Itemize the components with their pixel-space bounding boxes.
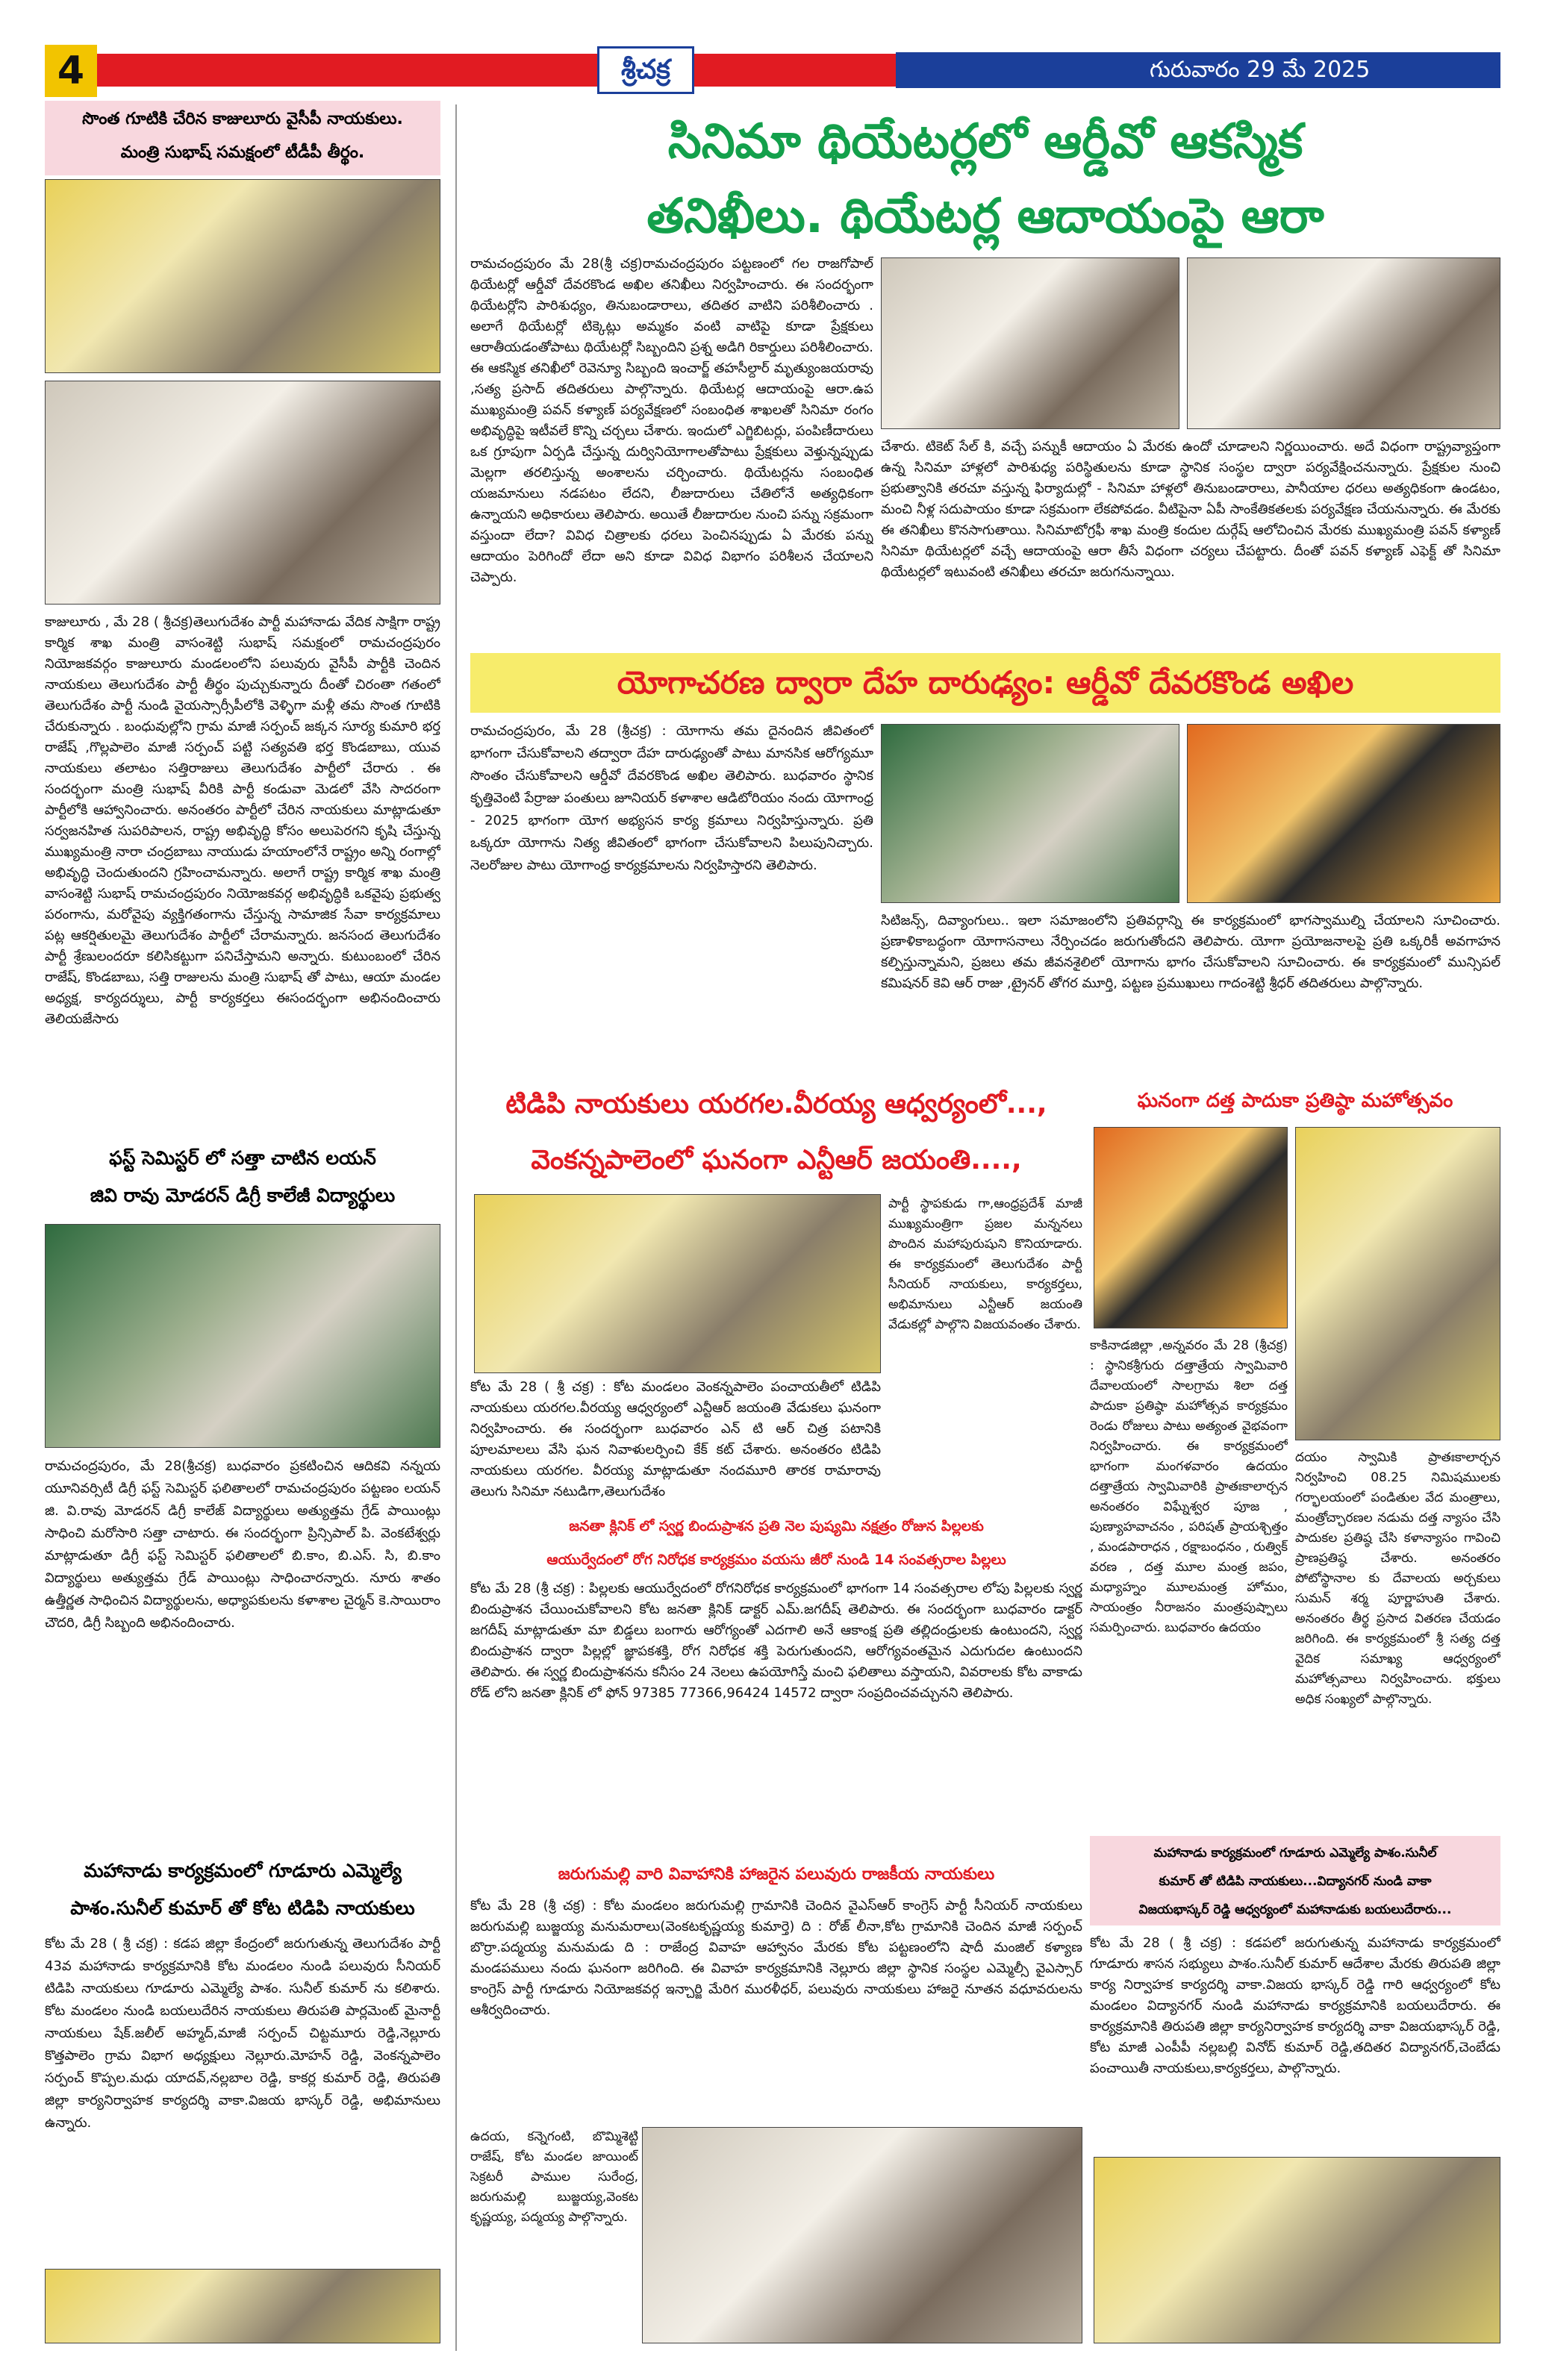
- newspaper-logo: శ్రీచక్ర: [597, 46, 694, 94]
- yoga-body-left: రామచంద్రపురం, మే 28 (శ్రీచక్ర) : యోగాను తమ దైనందిన జీవితంలో భాగంగా చేసుకోవాలని తద్వారా దేహ దారుఢ్యంతో పాటు మానసిక ఆరోగ్యమూ సొంతం చేసుకోవాలని ఆర్డీవో దేవరకొండ అఖిల తెలిపారు. బుధవారం స్థానిక కృత్తివెంటి పేర్రాజు పంతులు జూనియర్ కళాశాల ఆడిటోరియం నందు యోగాంధ్ర - 2025 భాగంగా యోగ అభ్యసన కార్య క్రమాలు నిర్వహిస్తున్నారు. ప్రతి ఒక్కరూ యోగాను నిత్య జీవితంలో భాగంగా చేసుకోవాలని పిలుపునిచ్చారు. నెలరోజుల పాటు యోగాంధ్ర కార్యక్రమాలను నిర్వహిస్తారని తెలిపారు.: [470, 723, 873, 873]
- datta-body-left: కాకినాడజిల్లా ,అన్నవరం మే 28 (శ్రీచక్ర) : స్థానికశ్రీగురు దత్తాత్రేయ స్వామివారి దేవాలయంలో సాలగ్రామ శిలా దత్త పాదుకా ప్రతిష్ఠా మహోత్సవ కార్యక్రమం రెండు రోజులు పాటు అత్యంత వైభవంగా నిర్వహించారు. ఈ కార్యక్రమంలో భాగంగా మంగళవారం ఉదయం దత్తాత్రేయ స్వామివారికి ప్రాతఃకాలార్చన అనంతరం విఘ్నేశ్వర పూజ , పుణ్యాహవాచనం , పరిషత్ ప్రాయశ్చిత్తం , మండపారాధన , రక్షాబంధనం , రుత్విక్ వరణ , దత్త మూల మంత్ర జపం, మధ్యాహ్నం మూలమంత్ర హోమం, సాయంత్రం నీరాజనం మంత్రపుష్పాలు సమర్పించారు. బుధవారం ఉదయం: [1090, 1338, 1288, 1635]
- a2-body: రామచంద్రపురం, మే 28(శ్రీచక్ర) బుధవారం ప్రకటించిన ఆదికవి నన్నయ యూనివర్సిటీ డిగ్రీ ఫస్ట్ సెమిస్టర్ ఫలితాలలో రామచంద్రపురం పట్టణం లయన్ జి. వి.రావు మోడరన్ డిగ్రీ కాలేజ్ విద్యార్థులు అత్యుత్తమ గ్రేడ్ పాయింట్లు సాధించి మరోసారి సత్తా చాటారు. ఈ సందర్భంగా ప్రిన్సిపాల్ పి. వెంకటేశ్వర్లు మాట్లాడుతూ డిగ్రీ ఫస్ట్ సెమిస్టర్ ఫలితాలలో బి.కాం, బి.ఎస్. సి, బి.కాం విద్యార్థులు అత్యుత్తమ గ్రేడ్ పాయింట్లు సాధించారన్నారు. నూరు శాతం ఉత్తీర్ణత సాధించిన విద్యార్థులను, అధ్యాపకులను కళాశాల చైర్మన్ కె.సాయిరాం చౌదరి, డిగ్రీ సిబ్బంది అభినందించారు.: [45, 1458, 440, 1631]
- ntr-title-line1: టిడిపి నాయకులు యరగల.వీరయ్య ఆధ్వర్యంలో...,: [505, 1089, 1047, 1119]
- a2-photo: [45, 1224, 440, 1448]
- ntr-body: కోట మే 28 ( శ్రీ చక్ర) : కోట మండలం వెంకన్నపాలెం పంచాయతీలో టిడిపి నాయకులు యరగల.వీరయ్య ఆధ్వర్యంలో ఎన్టీఆర్ జయంతి వేడుకలు ఘనంగా నిర్వహించారు. ఈ సందర్భంగా బుధవారం ఎన్ టి ఆర్ చిత్ర పటానికి పూలమాలలు వేసి ఘన నివాళులర్పించి కేక్ కట్ చేశారు. అనంతరం టిడిపి నాయకులు యరగల. వీరయ్య మాట్లాడుతూ నందమూరి తారక రామారావు తెలుగు సినిమా నటుడిగా,తెలుగుదేశం: [470, 1379, 881, 1499]
- masthead-date: గురువారం 29 మే 2025: [896, 52, 1500, 88]
- a1-photo-top: [45, 179, 440, 373]
- wedding-title: జరుగుమల్లి వారి వివాహానికి హాజరైన పలువురు రాజకీయ నాయకులు: [558, 1865, 995, 1884]
- a3-title-line1: మహానాడు కార్యక్రమంలో గూడూరు ఎమ్మెల్యే: [84, 1860, 402, 1881]
- vijay-title-line2: కుమార్ తో టిడిపి నాయకులు...విద్యానగర్ నుండి వాకా: [1159, 1874, 1432, 1889]
- a3-title-line2: పాశం.సునీల్ కుమార్ తో కోట టిడిపి నాయకులు: [70, 1897, 415, 1919]
- ntr-photo: [474, 1194, 881, 1373]
- yoga-photo-2: [1187, 724, 1500, 903]
- lead-title-line2: తనిఖీలు. థియేటర్ల ఆదాయంపై ఆరా: [646, 189, 1324, 244]
- column-divider: [455, 104, 457, 2351]
- datta-photo-2: [1295, 1127, 1500, 1440]
- clinic-title-line1: జనతా క్లినిక్ లో స్వర్ణ బిందుప్రాశన ప్రతి నెల పుష్యమి నక్షత్రం రోజున పిల్లలకు: [569, 1518, 984, 1534]
- wedding-body-side: ఉదయ, కన్నెగంటి, బొమ్మిశెట్టి రాజేష్, కోట మండల జాయింట్ సెక్రటరీ పాముల సురేంద్ర, జరుగుమల్లి బుజ్జయ్య,వెంకట కృష్ణయ్య, పద్మయ్య పాల్గొన్నారు.: [470, 2129, 638, 2225]
- vijay-photo: [1094, 2157, 1500, 2343]
- vijay-title-line3: విజయభాస్కర్ రెడ్డి ఆధ్వర్యంలో మహానాడుకు బయలుదేరారు...: [1138, 1902, 1452, 1917]
- a2-title-line1: ఫస్ట్ సెమిస్టర్ లో సత్తా చాటిన లయన్: [109, 1147, 376, 1169]
- a3-photo: [45, 2269, 440, 2343]
- a1-body: కాజులూరు , మే 28 ( శ్రీచక్ర)తెలుగుదేశం పార్టీ మహానాడు వేదిక సాక్షిగా రాష్ట్ర కార్మిక శాఖ మంత్రి వాసంశెట్టి సుభాష్ సమక్షంలో రామచంద్రపురం నియోజకవర్గం కాజులూరు మండలంలోని పలువురు వైసీపీ పార్టీకి చెందిన నాయకులు తెలుగుదేశం పార్టీ తీర్థం పుచ్చుకున్నారు దీంతో చిరంతా గతంలో తెలుగుదేశం పార్టీ నుండి వైయస్సార్సీపీలోకి వెళ్ళిగా మళ్లీ తమ సొంత గూటికి చేరుకున్నారు . బంధువుల్లోని గ్రామ మాజీ సర్పంచ్ జక్కన సూర్య కుమారి భర్త రాజేష్ ,గొల్లపాలెం మాజీ సర్పంచ్ పట్టి సత్యవతి భర్త కొండబాబు, యువ నాయకులు తలాటం సత్తిరాజులు తెలుగుదేశం పార్టీలో చేరారు . ఈ సందర్భంగా మంత్రి సుభాష్ వీరికి పార్టీ కండువా మెడలో వేసి సాదరంగా పార్టీలోకి ఆహ్వానించారు. అనంతరం పార్టీలో చేరిన నాయకులు మాట్లాడుతూ సర్వజనహిత సుపరిపాలన, రాష్ట్ర అభివృద్ధి కోసం అలుపెరగని కృషి చేస్తున్న ముఖ్యమంత్రి నారా చంద్రబాబు నాయుడు హయాంలోనే రాష్ట్రం అన్ని రంగాల్లో అభివృద్ధి చెందుతుందని గ్రహించామన్నారు. అలాగే రాష్ట్ర కార్మిక శాఖ మంత్రి వాసంశెట్టి సుభాష్ రామచంద్రపురం నియోజకవర్గ అభివృద్ధికి ఒకవైపు ప్రభుత్వ పరంగాను, మరోవైపు వ్యక్తిగతంగాను చేస్తున్న సామాజిక సేవా కార్యక్రమాలు పట్ల ఆకర్షితులమై తెలుగుదేశం పార్టీలో చేరామన్నారు. జనసంద తెలుగుదేశం పార్టీ శ్రేణులందరూ కలిసికట్టుగా పనిచేస్తామని అన్నారు. కుటుంబంలో చేరిన రాజేష్, కొండబాబు, సత్తి రాజులను మంత్రి సుభాష్ తో పాటు, ఆయా మండల అధ్యక్ష, కార్యదర్శులు, పార్టీ కార్యకర్తలు ఈసందర్భంగా అభినందించారు తెలియజేసారు: [45, 614, 440, 1027]
- a1-photo-bottom: [45, 381, 440, 605]
- a2-title-line2: జివి రావు మోడరన్ డిగ్రీ కాలేజీ విద్యార్థులు: [90, 1184, 396, 1206]
- datta-title: ఘనంగా దత్త పాదుకా ప్రతిష్ఠా మహోత్సవం: [1137, 1090, 1453, 1112]
- datta-photo-1: [1094, 1127, 1288, 1328]
- a3-body: కోట మే 28 ( శ్రీ చక్ర) : కడప జిల్లా కేంద్రంలో జరుగుతున్న తెలుగుదేశం పార్టీ 43వ మహానాడు కార్యక్రమానికి కోట మండలం నుండి పలువురు సీనియర్ టిడిపి నాయకులు గూడూరు ఎమ్మెల్యే పాశం. సునీల్ కుమార్ ను కలిశారు. కోట మండలం నుండి బయలుదేరిన నాయకులు తిరుపతి పార్లమెంట్ మైనార్టీ నాయకులు షేక్.జలీల్ అహ్మద్,మాజీ సర్పంచ్ చిట్టమూరు రెడ్డి,నెల్లూరు కొత్తపాలెం గ్రామ విభాగ అధ్యక్షులు నెల్లూరు.మోహన్ రెడ్డి, వెంకన్నపాలెం సర్పంచ్ కొప్పల.మధు యాదవ్,నల్లబాల రెడ్డి, కాకర్ల కుమార్ రెడ్డి, తిరుపతి జిల్లా కార్యనిర్వాహక కార్యదర్శి వాకా.విజయ భాస్కర్ రెడ్డి, అభిమానులు ఉన్నారు.: [45, 1936, 440, 2131]
- wedding-body: కోట మే 28 (శ్రీ చక్ర) : కోట మండలం జరుగుమల్లి గ్రామానికి చెందిన వైఎస్ఆర్ కాంగ్రెస్ పార్టీ సీనియర్ నాయకులు జరుగుమల్లి బుజ్జయ్య మనుమరాలు(వెంకటకృష్ణయ్య కుమార్తె) ది : రోజ్ లీనా,కోట గ్రామానికి చెందిన మాజీ సర్పంచ్ బొర్రా.పద్మయ్య మనుమడు ది : రాజేంద్ర వివాహ ఆహ్వానం మేరకు కోట పట్టణంలోని షాదీ మంజిల్ కళ్యాణ మండపములు నందు ఘనంగా జరిగింది. ఈ వివాహ కార్యక్రమానికి నెల్లూరు జిల్లా స్థానిక సంస్థల ఎమ్మెల్సీ వైఎస్సార్ కాంగ్రెస్ పార్టీ గూడూరు నియోజకవర్గ ఇన్చార్జి మేరిగ మురళీధర్, పలువురు నాయకులు హాజరై నూతన వధూవరులను ఆశీర్వదించారు.: [470, 1898, 1082, 2018]
- page-number: 4: [45, 45, 97, 97]
- a1-title-line1: సొంత గూటికి చేరిన కాజులూరు వైసీపీ నాయకులు.: [82, 110, 403, 128]
- yoga-title: యోగాచరణ ద్వారా దేహ దారుఢ్యం: ఆర్డీవో దేవరకొండ అఖిల: [617, 664, 1354, 701]
- clinic-body: కోట మే 28 (శ్రీ చక్ర) : పిల్లలకు ఆయుర్వేదంలో రోగనిరోధక కార్యక్రమంలో భాగంగా 14 సంవత్సరాల లోపు పిల్లలకు స్వర్ణ బిందుప్రాశన చేయించుకోవాలని కోట జనతా క్లినిక్ డాక్టర్ ఎమ్.జగదీష్ తెలిపారు. ఈ సందర్భంగా బుధవారం డాక్టర్ జగదీష్ మాట్లాడుతూ మా బిడ్డలు బంగారు ఆరోగ్యంతో ఎదగాలి అనే ఆకాంక్ష ప్రతి తల్లిదండ్రులకు ఉంటుందని, స్వర్ణ బిందుప్రాశన ద్వారా పిల్లల్లో జ్ఞాపకశక్తి, రోగ నిరోధక శక్తి పెరుగుతుందని, ఆరోగ్యవంతమైన ఎదుగుదల ఉంటుందని తెలిపారు. ఈ స్వర్ణ బిందుప్రాశనను కనీసం 24 నెలలు ఉపయోగిస్తే మంచి ఫలితాలు వస్తాయని, వివరాలకు కోట వాకాడు రోడ్ లోని జనతా క్లినిక్ లో ఫోన్ 97385 77366,96424 14572 ద్వారా సంప్రదించవచ్చునని తెలిపారు.: [470, 1581, 1082, 1701]
- ntr-body-right: పార్టీ స్థాపకుడు గా,ఆంధ్రప్రదేశ్ మాజీ ముఖ్యమంత్రిగా ప్రజల మన్ననలు పొందిన మహాపురుషుని కొనియాడారు. ఈ కార్యక్రమంలో తెలుగుదేశం పార్టీ సీనియర్ నాయకులు, కార్యకర్తలు, అభిమానులు ఎన్టీఆర్ జయంతి వేడుకల్లో పాల్గొని విజయవంతం చేశారు.: [888, 1196, 1082, 1332]
- yoga-body-right: సిటిజన్స్, దివ్యాంగులు.. ఇలా సమాజంలోని ప్రతివర్గాన్ని ఈ కార్యక్రమంలో భాగస్వాముల్ని చేయాలని సూచించారు. ప్రణాళికాబద్ధంగా యోగాసనాలు నేర్పించడం జరుగుతోందని తెలిపారు. యోగా ప్రయోజనాలపై ప్రతి ఒక్కరికీ అవగాహన కల్పిస్తున్నామని, ప్రజలు తమ జీవనశైలిలో యోగాను భాగం చేసుకోవాలని సూచించారు. ఈ కార్యక్రమంలో మున్సిపల్ కమిషనర్ కెవి ఆర్ రాజు ,ట్రైనర్ తోగర మూర్తి, పట్టణ ప్రముఖులు గాదంశెట్టి శ్రీధర్ తదితరులు పాల్గొన్నారు.: [881, 913, 1500, 991]
- lead-photo-1: [881, 257, 1179, 429]
- masthead-red-bar: [97, 54, 896, 87]
- wedding-photo: [642, 2127, 1082, 2343]
- lead-body-left: రామచంద్రపురం మే 28(శ్రీ చక్ర)రామచంద్రపురం పట్టణంలో గల రాజగోపాల్ థియేటర్లో ఆర్డీవో దేవరకొండ అఖిల తనిఖీలు నిర్వహించారు. ఈ సందర్భంగా థియేటర్లోని పారిశుధ్యం, తినుబండారాలు, తదితర వాటిని పరిశీలించారు . అలాగే థియేటర్లో టిక్కెట్లు అమ్మకం వంటి వాటిపై కూడా ప్రేక్షకులు ఆరాతీయడంతోపాటు థియేటర్లో సిబ్బందిని ప్రశ్న అడిగి రికార్డులు పరిశీలించారు. ఈ ఆకస్మిక తనిఖీలో రెవెన్యూ సిబ్బంది ఇంచార్జ్ తహసీల్దార్ మృత్యుంజయరావు ,సత్య ప్రసాద్ తదితరులు పాల్గొన్నారు. థియేటర్ల ఆదాయంపై ఆరా.ఉప ముఖ్యమంత్రి పవన్ కళ్యాణ్ పర్యవేక్షణలో సంబంధిత శాఖలతో సినిమా రంగం అభివృద్ధిపై ఇటీవలే కొన్ని చర్చలు చేశారు. ఇందులో ఎగ్జిబిటర్లు, పంపిణీదారులు ఒక గ్రూపుగా ఏర్పడి చేస్తున్న దుర్వినియోగాలతోపాటు ప్రేక్షకులు వెళ్తున్నప్పుడు మెల్లగా తరలిస్తున్న అంశాలను చర్చించారు. థియేటర్లను సంబంధిత యజమానులు నడపటం లేదని, లీజుదారులు చేతిలోనే అత్యధికంగా ఉన్నాయని అధికారులు తెలిపారు. అయితే లీజుదారుల నుంచి పన్ను సక్రమంగా వస్తుందా లేదా? వివిధ చిత్రాలకు ధరలు పెంచినప్పుడు ఏ మేరకు పన్ను ఆదాయం పెరిగిందో లేదా అని కూడా వివిధ విభాగం పరిశీలన చేయాలని చెప్పారు.: [470, 256, 873, 585]
- a1-title-line2: మంత్రి సుభాష్ సమక్షంలో టీడీపీ తీర్థం.: [120, 143, 365, 162]
- vijay-body: కోట మే 28 ( శ్రీ చక్ర) : కడపలో జరుగుతున్న మహానాడు కార్యక్రమంలో గూడూరు శాసన సభ్యులు పాశం.సునీల్ కుమార్ ఆదేశాల మేరకు తిరుపతి జిల్లా కార్య నిర్వాహక కార్యదర్శి వాకా.విజయ భాస్కర్ రెడ్డి గారి ఆధ్వర్యంలో కోట మండలం విద్యానగర్ నుండి మహానాడు కార్యక్రమానికి బయలుదేరారు. ఈ కార్యక్రమానికి తిరుపతి జిల్లా కార్యనిర్వాహక కార్యదర్శి వాకా విజయభాస్కర్ రెడ్డి, కోట మాజీ ఎంపీపీ నల్లబల్లి వినోద్ కుమార్ రెడ్డి,తదితర విద్యానగర్,చెంబేడు పంచాయితీ నాయకులు,కార్యకర్తలు, పాల్గొన్నారు.: [1090, 1935, 1500, 2076]
- lead-body-right: చేశారు. టికెట్ సేల్ కి, వచ్చే పన్నుకీ ఆదాయం ఏ మేరకు ఉందో చూడాలని నిర్ణయించారు. అదే విధంగా రాష్ట్రవ్యాప్తంగా ఉన్న సినిమా హాళ్లలో పారిశుధ్య పరిస్థితులను కూడా స్థానిక సంస్థల ద్వారా పర్యవేక్షించనున్నారు. ప్రేక్షకుల నుంచి ప్రభుత్వానికి తరచూ వస్తున్న ఫిర్యాదుల్లో - సినిమా హాళ్లలో తినుబండారాలు, పానీయాల ధరలు అత్యధికంగా ఉండటం, మంచి నీళ్ల సదుపాయం కూడా సక్రమంగా లేకపోవడం. వీటిపైనా ఏపీ సాంకేతికతలకు పర్యవేక్షణ చేయనున్నారు. ఈ మేరకు ఈ తనిఖీలు కొనసాగుతాయి. సినిమాటోగ్రఫీ శాఖ మంత్రి కందుల దుర్గేష్ ఆలోచించిన మేరకు ముఖ్యమంత్రి పవన్ కళ్యాణ్ సినిమా థియేటర్లలో వచ్చే ఆదాయంపై ఆరా తీసే విధంగా చర్యలు చేపట్టారు. దీంతో పవన్ కళ్యాణ్ ఎఫెక్ట్ తో సినిమా థియేటర్లలో ఇటువంటి తనిఖీలు తరచూ జరుగనున్నాయి.: [881, 439, 1500, 580]
- yoga-photo-1: [881, 724, 1179, 903]
- vijay-title-line1: మహానాడు కార్యక్రమంలో గూడూరు ఎమ్మెల్యే పాశం.సునీల్: [1153, 1846, 1437, 1861]
- clinic-title-line2: ఆయుర్వేదంలో రోగ నిరోధక కార్యక్రమం వయసు జీరో నుండి 14 సంవత్సరాల పిల్లలు: [546, 1552, 1006, 1568]
- ntr-title-line2: వెంకన్నపాలెంలో ఘనంగా ఎన్టీఆర్ జయంతి....,: [531, 1145, 1022, 1175]
- lead-title-line1: సినిమా థియేటర్లలో ఆర్డీవో ఆకస్మిక: [667, 114, 1303, 169]
- datta-body-right: దయం స్వామికి ప్రాతఃకాలార్చన నిర్వహించి 08.25 నిమిషములకు గర్భాలయంలో పండితుల వేద మంత్రాలు, మంత్రోచ్ఛారణల నడుమ దత్త న్యాసం చేసి పాదుకల ప్రతిష్ఠ చేసి కళాన్యాసం గావించి ప్రాణప్రతిష్ఠ చేశారు. అనంతరం పోటోస్థానాల కు దేవాలయ అర్చకులు సుమన్ శర్మ పూర్ణాహుతి చేశారు. అనంతరం తీర్థ ప్రసాద వితరణ చేయడం జరిగింది. ఈ కార్యక్రమంలో శ్రీ సత్య దత్త వైదిక సమాఖ్య ఆధ్వర్యంలో మహోత్సవాలు నిర్వహించారు. భక్తులు అధిక సంఖ్యలో పాల్గొన్నారు.: [1295, 1450, 1500, 1707]
- lead-photo-2: [1187, 257, 1500, 429]
